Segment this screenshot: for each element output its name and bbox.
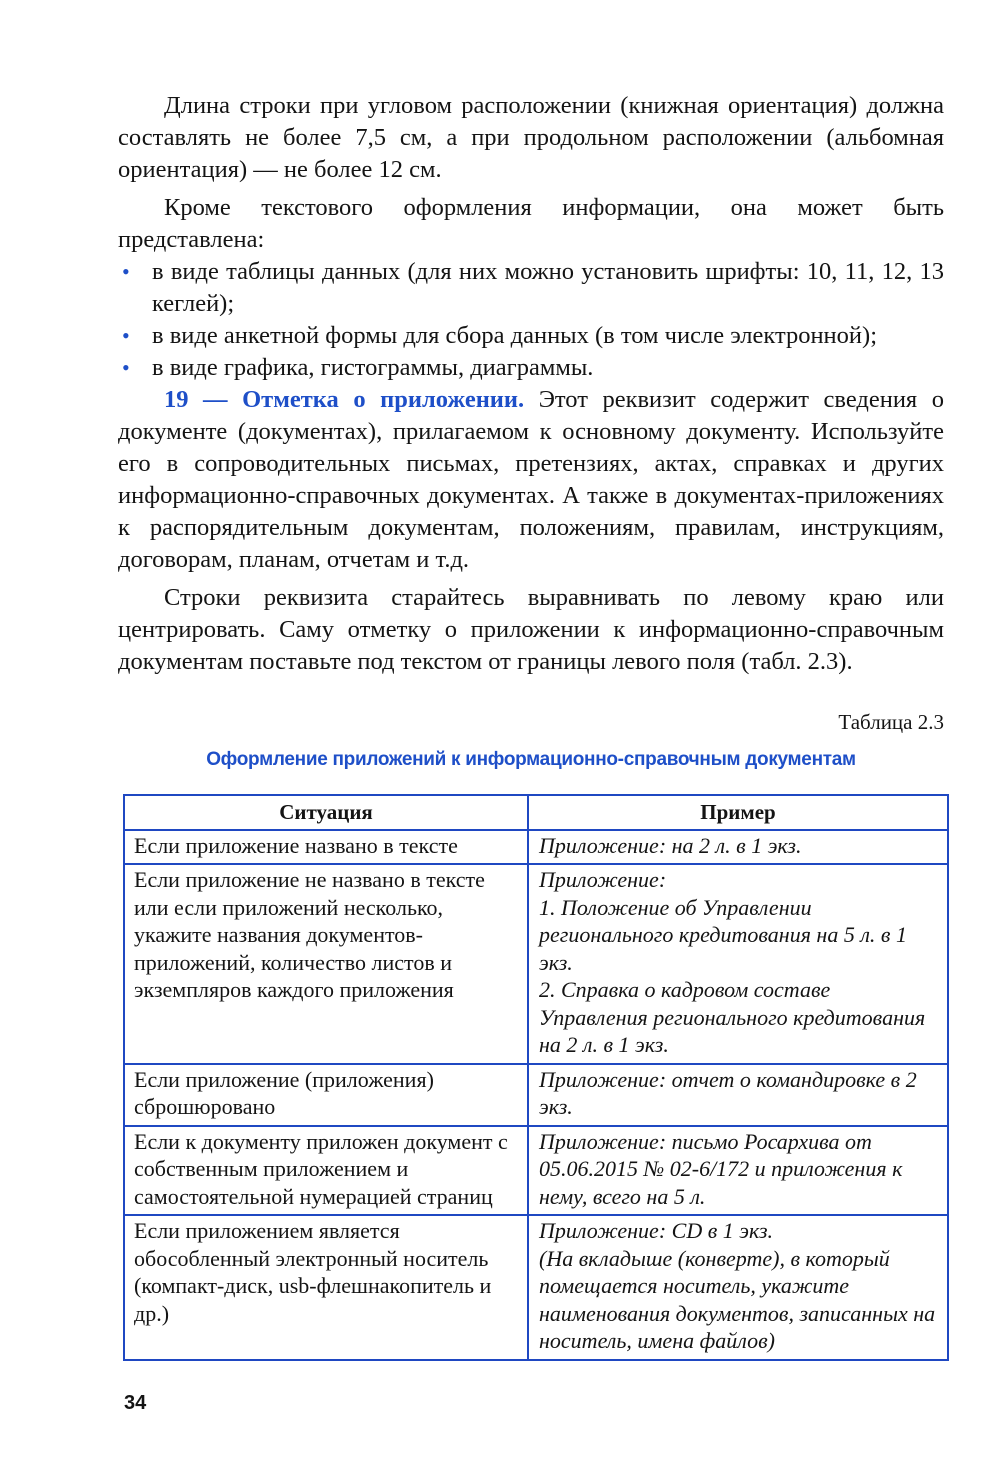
example-line: Приложение: на 2 л. в 1 экз. — [539, 832, 802, 858]
table-row — [124, 830, 948, 865]
paragraph-requisite — [118, 384, 944, 576]
example-line: Приложение: — [539, 867, 667, 892]
example-cell — [528, 1215, 948, 1360]
list-item-text: в виде таблицы данных (для них можно установить шрифты: 10, 11, 12, 13 кеглей); — [152, 258, 944, 317]
paragraph-representation: Кроме текстового оформления информации, она может быть представлена: — [118, 194, 944, 253]
bullet-icon: • — [122, 355, 130, 380]
situation-cell: Если приложение названо в тексте — [124, 830, 528, 865]
table-title: Оформление приложений к информационно-справочным документам — [206, 749, 856, 770]
paragraph-line-length: Длина строки при угловом расположении (книжная ориентация) должна составлять не более 7,5 см, а при продольном расположении (альбомная ориентация) — не более 12 см. — [118, 92, 944, 183]
example-cell — [528, 830, 948, 865]
requisite-title: 19 — Отметка о приложении. — [164, 386, 525, 413]
situation-cell: Если приложение не названо в тексте или если приложений несколько, укажите названия документов-приложений, количество листов и экземпляров каждого приложения — [124, 864, 528, 1064]
list-item-text: в виде анкетной формы для сбора данных (в том числе электронной); — [152, 322, 877, 349]
bullet-list — [118, 256, 944, 384]
table-row — [124, 1064, 948, 1126]
table-label: Таблица 2.3 — [838, 710, 944, 734]
body-text — [118, 90, 944, 678]
example-line: Приложение: письмо Росархива от 05.06.2015 № 02-6/172 и приложения к нему, всего на 5 л. — [539, 1128, 903, 1209]
example-line: Приложение: отчет о командировке в 2 экз. — [539, 1066, 917, 1119]
page-number: 34 — [124, 1392, 147, 1414]
example-cell — [528, 1064, 948, 1126]
column-header-example: Пример — [528, 795, 948, 830]
table-header-row — [124, 795, 948, 830]
list-item — [122, 256, 944, 320]
list-item — [122, 320, 944, 352]
example-cell — [528, 1126, 948, 1216]
example-line: 1. Положение об Управлении регионального кредитования на 5 л. в 1 экз. — [539, 894, 907, 975]
table-row — [124, 864, 948, 1064]
example-line: (На вкладыше (конверте), в который помещается носитель, укажите наименования документов, записанных на носитель, имена файлов) — [539, 1245, 936, 1353]
requisite-text: Этот реквизит содержит сведения о документе (документах), прилагаемом к основному документу. Используйте его в сопроводительных письмах, претензиях, актах, справках и других информационно-справочных документах. А также в документах-приложениях к распорядительным документам, положениям, правилам, инструкциям, договорам, планам, отчетам и т.д. — [118, 386, 944, 573]
list-item-text: в виде графика, гистограммы, диаграммы. — [152, 354, 594, 381]
bullet-icon: • — [122, 259, 130, 284]
example-cell — [528, 864, 948, 1064]
situation-cell: Если приложением является обособленный электронный носитель (компакт-диск, usb-флешнакопитель и др.) — [124, 1215, 528, 1360]
situation-cell: Если приложение (приложения) сброшюровано — [124, 1064, 528, 1126]
situation-cell: Если к документу приложен документ с собственным приложением и самостоятельной нумерацией страниц — [124, 1126, 528, 1216]
table-row — [124, 1215, 948, 1360]
appendix-table — [123, 794, 949, 1361]
table-row — [124, 1126, 948, 1216]
list-item — [122, 352, 944, 384]
bullet-icon: • — [122, 323, 130, 348]
column-header-situation: Ситуация — [124, 795, 528, 830]
example-line: Приложение: CD в 1 экз. — [539, 1218, 774, 1243]
paragraph-alignment: Строки реквизита старайтесь выравнивать по левому краю или центрировать. Саму отметку о приложении к информационно-справочным документам поставьте под текстом от границы левого поля (табл. 2.3). — [118, 584, 944, 675]
example-line: 2. Справка о кадровом составе Управления регионального кредитования на 2 л. в 1 экз. — [539, 977, 926, 1057]
